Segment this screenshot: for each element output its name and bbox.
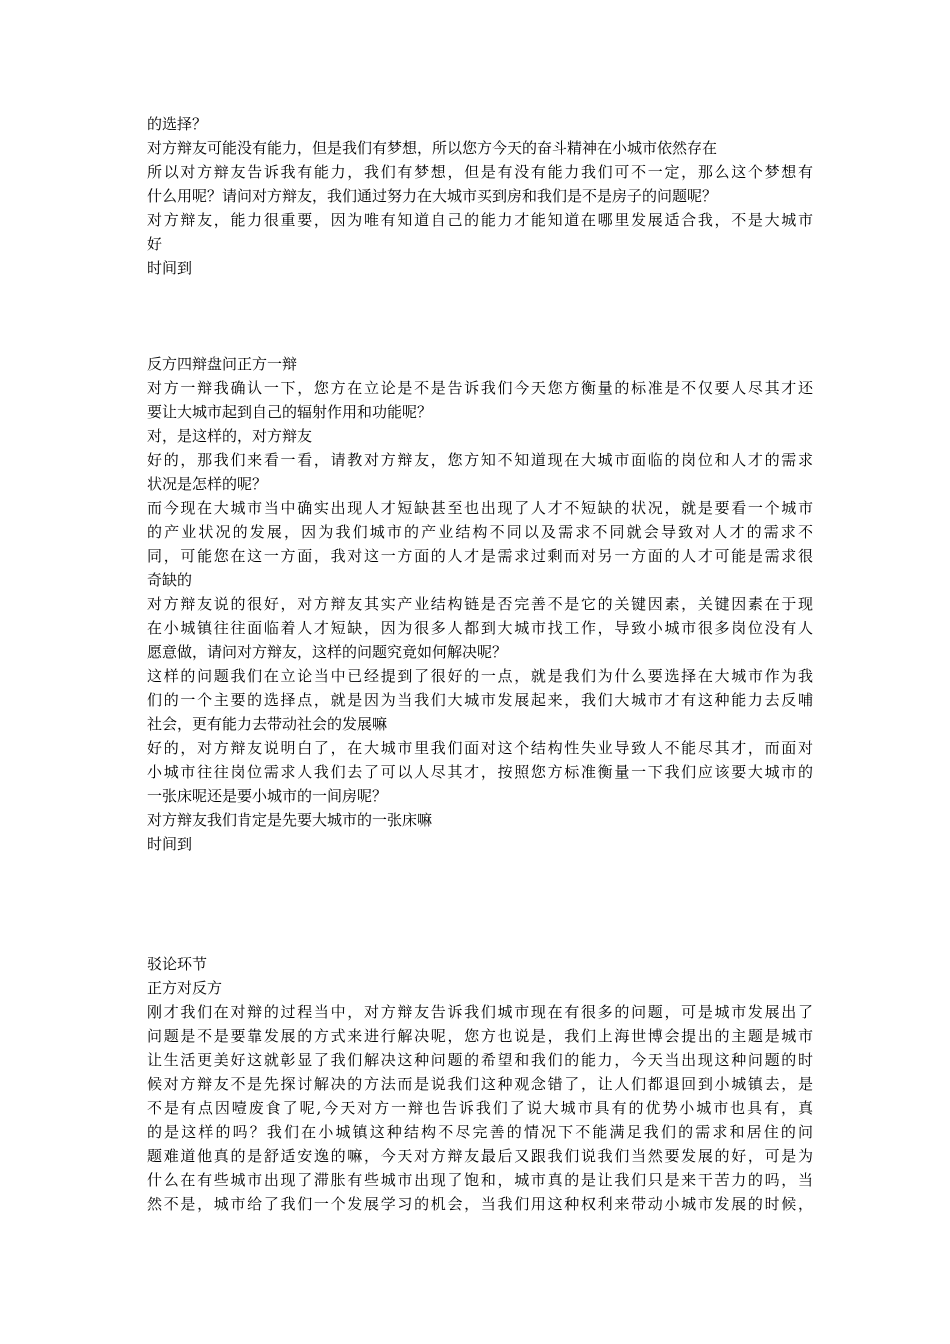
- text-line: 状况是怎样的呢？: [147, 475, 268, 493]
- text-line: 然不是，城市给了我们一个发展学习的机会，当我们用这种权利来带动小城市发展的时候，: [147, 1195, 813, 1213]
- section-rebuttal: [147, 952, 813, 1216]
- section-debate-end: [147, 112, 813, 280]
- text-line: 同，可能您在这一方面，我对这一方面的人才是需求过剩而对另一方面的人才可能是需求很: [147, 547, 813, 565]
- text-line: 好的，那我们来看一看，请教对方辩友，您方知不知道现在大城市面临的岗位和人才的需求: [147, 451, 813, 469]
- subsection-heading: 正方对反方: [147, 979, 223, 997]
- text-line: 而今现在大城市当中确实出现人才短缺甚至也出现了人才不短缺的状况，就是要看一个城市: [147, 499, 813, 517]
- text-line: 小城市往往岗位需求人我们去了可以人尽其才，按照您方标准衡量一下我们应该要大城市的: [147, 763, 813, 781]
- text-line: 要让大城市起到自己的辐射作用和功能呢？: [147, 403, 433, 421]
- text-line: 一张床呢还是要小城市的一间房呢？: [147, 787, 388, 805]
- text-line: 什么用呢？请问对方辩友，我们通过努力在大城市买到房和我们是不是房子的问题呢？: [147, 187, 718, 205]
- text-line: 愿意做，请问对方辩友，这样的问题究竟如何解决呢？: [147, 643, 508, 661]
- text-line: 社会，更有能力去带动社会的发展嘛: [147, 715, 388, 733]
- text-line: 什么在有些城市出现了滞胀有些城市出现了饱和，城市真的是让我们只是来干苦力的吗，当: [147, 1171, 813, 1189]
- text-line: 们的一个主要的选择点，就是因为当我们大城市发展起来，我们大城市才有这种能力去反哺: [147, 691, 813, 709]
- section-heading: 驳论环节: [147, 955, 208, 973]
- text-line: 问题是不是要靠发展的方式来进行解决呢，您方也说是，我们上海世博会提出的主题是城市: [147, 1027, 813, 1045]
- text-line: 好: [147, 235, 163, 253]
- text-line: 对，是这样的，对方辩友: [147, 427, 313, 445]
- document-page: [147, 112, 813, 1216]
- text-line: 对方辩友可能没有能力，但是我们有梦想，所以您方今天的奋斗精神在小城市依然存在: [147, 139, 718, 157]
- text-line: 这样的问题我们在立论当中已经提到了很好的一点，就是我们为什么要选择在大城市作为我: [147, 667, 813, 685]
- text-line: 的选择？: [147, 115, 208, 133]
- text-line: 对方一辩我确认一下，您方在立论是不是告诉我们今天您方衡量的标准是不仅要人尽其才还: [147, 379, 813, 397]
- text-line: 不是有点因噎废食了呢,今天对方一辩也告诉我们了说大城市具有的优势小城市也具有，真: [147, 1099, 813, 1117]
- text-line: 在小城镇往往面临着人才短缺，因为很多人都到大城市找工作，导致小城市很多岗位没有人: [147, 619, 813, 637]
- text-line: 题难道他真的是舒适安逸的嘛，今天对方辩友最后又跟我们说我们当然要发展的好，可是为: [147, 1147, 813, 1165]
- text-line: 的是这样的吗？我们在小城镇这种结构不尽完善的情况下不能满足我们的需求和居住的问: [147, 1123, 813, 1141]
- text-line: 的产业状况的发展，因为我们城市的产业结构不同以及需求不同就会导致对人才的需求不: [147, 523, 813, 541]
- text-line: 让生活更美好这就彰显了我们解决这种问题的希望和我们的能力，今天当出现这种问题的时: [147, 1051, 813, 1069]
- text-line: 刚才我们在对辩的过程当中，对方辩友告诉我们城市现在有很多的问题，可是城市发展出了: [147, 1003, 813, 1021]
- text-line: 好的，对方辩友说明白了，在大城市里我们面对这个结构性失业导致人不能尽其才，而面对: [147, 739, 813, 757]
- text-line: 对方辩友我们肯定是先要大城市的一张床嘛: [147, 811, 433, 829]
- section-heading: 反方四辩盘问正方一辩: [147, 355, 298, 373]
- text-line: 奇缺的: [147, 571, 193, 589]
- text-line: 对方辩友说的很好，对方辩友其实产业结构链是否完善不是它的关键因素，关键因素在于现: [147, 595, 813, 613]
- section-cross-examination: [147, 352, 813, 856]
- text-line: 候对方辩友不是先探讨解决的方法而是说我们这种观念错了，让人们都退回到小城镇去，是: [147, 1075, 813, 1093]
- time-up-line: 时间到: [147, 835, 193, 853]
- text-line: 对方辩友，能力很重要，因为唯有知道自己的能力才能知道在哪里发展适合我，不是大城市: [147, 211, 813, 229]
- text-line: 所以对方辩友告诉我有能力，我们有梦想，但是有没有能力我们可不一定，那么这个梦想有: [147, 163, 813, 181]
- time-up-line: 时间到: [147, 259, 193, 277]
